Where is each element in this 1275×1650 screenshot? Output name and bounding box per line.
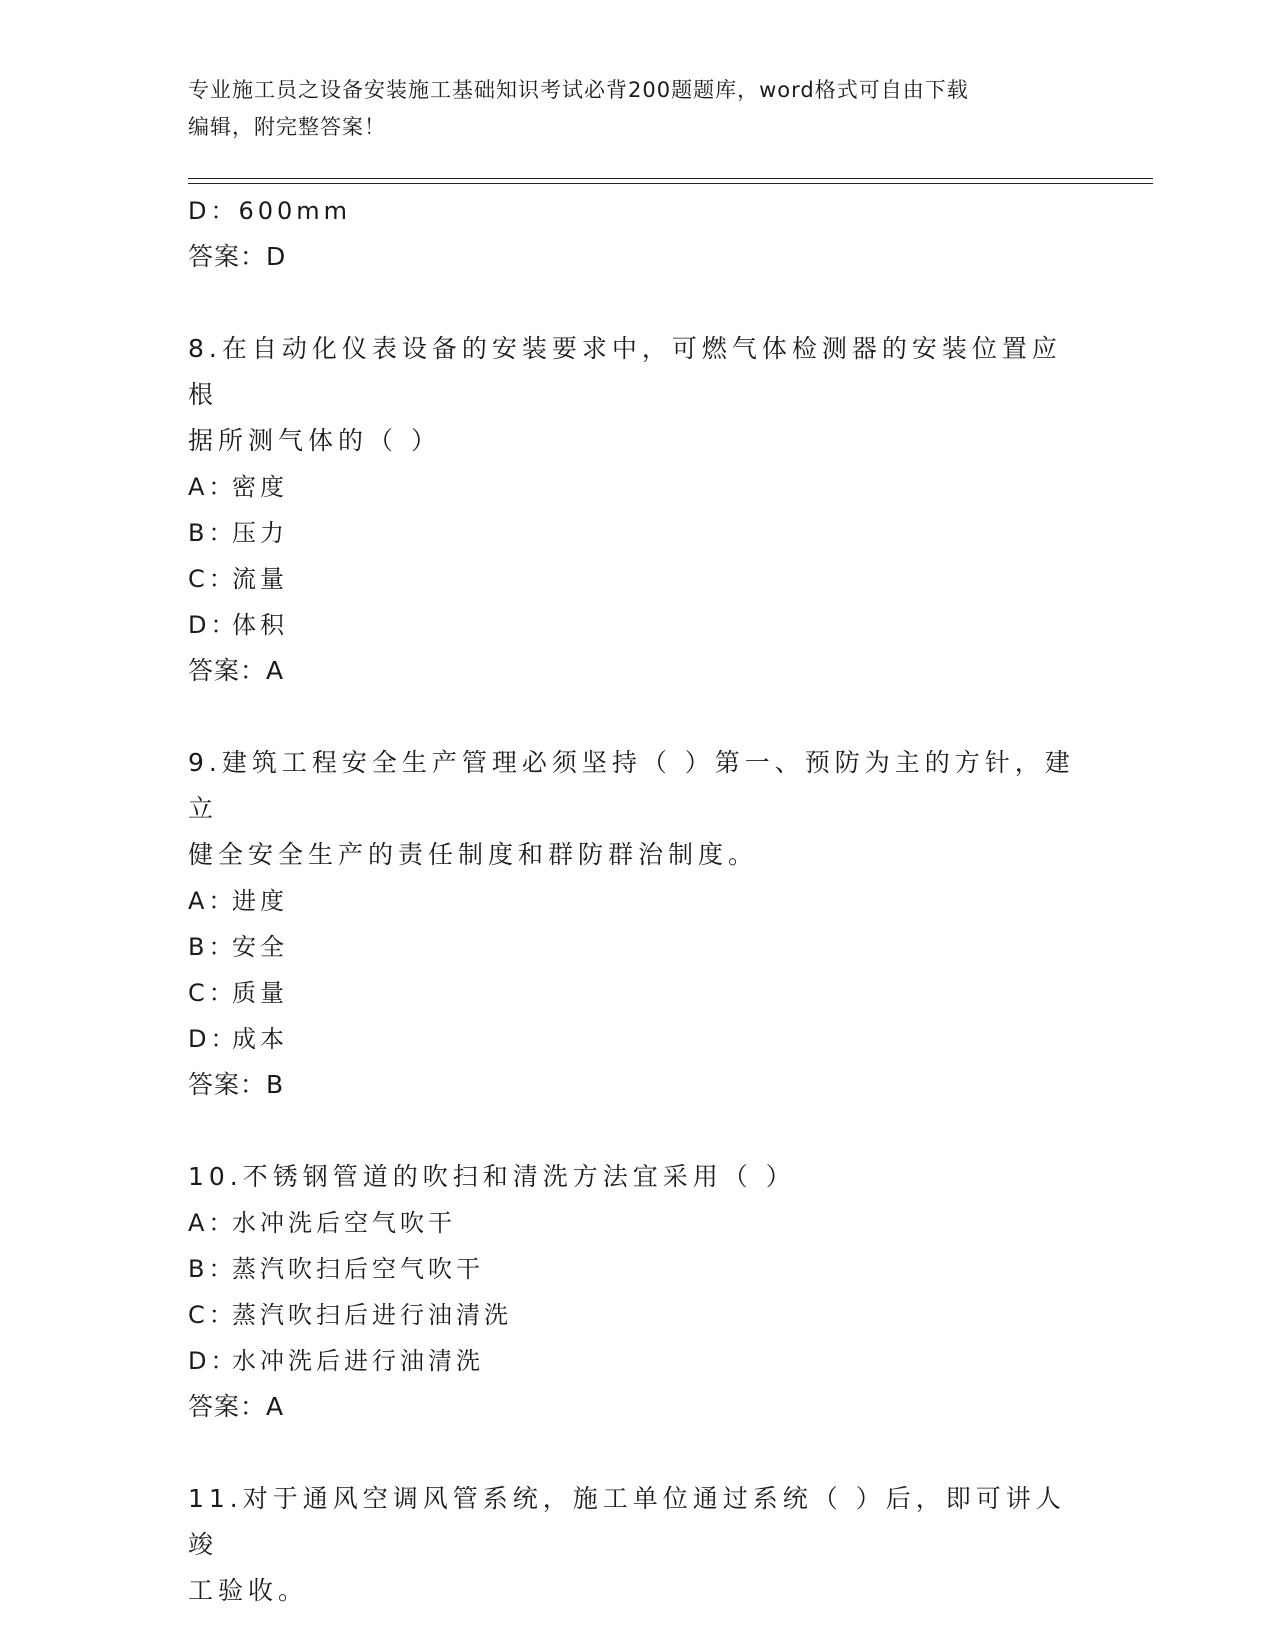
option-b xyxy=(188,510,1088,556)
option-a xyxy=(188,878,1088,924)
question-9 xyxy=(188,740,1088,1108)
option-b xyxy=(188,1246,1088,1292)
answer: 答案：A xyxy=(188,1392,285,1421)
option-d xyxy=(188,1016,1088,1062)
option-text: 进度 xyxy=(232,887,288,915)
option-c xyxy=(188,556,1088,602)
option-a xyxy=(188,1200,1088,1246)
option-key: B： xyxy=(188,1255,237,1283)
option-d xyxy=(188,1338,1088,1384)
question-11 xyxy=(188,1476,1088,1614)
question-stem: 据所测气体的（ ） xyxy=(188,426,441,455)
option-b xyxy=(188,924,1088,970)
answer: 答案：B xyxy=(188,1070,285,1099)
option-key: A： xyxy=(188,887,237,915)
header-title-line-1: 专业施工员之设备安装施工基础知识考试必背200题题库，word格式可自由下载 xyxy=(188,78,969,102)
question-stem: 工验收。 xyxy=(188,1576,309,1605)
header-divider-bottom xyxy=(188,183,1153,184)
option-text: 安全 xyxy=(232,933,288,961)
header-divider-top xyxy=(188,178,1153,179)
question-stem: 9.建筑工程安全生产管理必须坚持（ ）第一、预防为主的方针，建立 xyxy=(188,748,1075,823)
question-10 xyxy=(188,1154,1088,1430)
option-key: B： xyxy=(188,933,237,961)
option-key: C： xyxy=(188,565,237,593)
option-key: D： xyxy=(188,1347,239,1375)
option-key: C： xyxy=(188,1301,237,1329)
question-stem: 8.在自动化仪表设备的安装要求中，可燃气体检测器的安装位置应根 xyxy=(188,334,1062,409)
option-a xyxy=(188,464,1088,510)
option-text: 压力 xyxy=(232,519,288,547)
option-text: 水冲洗后空气吹干 xyxy=(232,1209,456,1237)
option-text: 密度 xyxy=(232,473,288,501)
option-text: 蒸汽吹扫后进行油清洗 xyxy=(232,1301,512,1329)
question-stem: 11.对于通风空调风管系统，施工单位通过系统（ ）后，即可讲人竣 xyxy=(188,1484,1066,1559)
option-c xyxy=(188,970,1088,1016)
option-key: C： xyxy=(188,979,237,1007)
option-key: A： xyxy=(188,1209,237,1237)
answer: 答案：A xyxy=(188,656,285,685)
header-title-line-2: 编辑，附完整答案！ xyxy=(188,115,386,139)
option-text: 流量 xyxy=(232,565,288,593)
option-d xyxy=(188,602,1088,648)
question-8 xyxy=(188,326,1088,694)
option-key: D： xyxy=(188,1025,239,1053)
document-header xyxy=(188,72,1068,146)
option-text: 成本 xyxy=(232,1025,288,1053)
option-d: D：600mm xyxy=(188,197,352,225)
option-c xyxy=(188,1292,1088,1338)
option-text: 蒸汽吹扫后空气吹干 xyxy=(232,1255,484,1283)
question-list xyxy=(188,188,1088,1614)
option-text: 体积 xyxy=(232,611,288,639)
option-key: D： xyxy=(188,611,239,639)
option-text: 质量 xyxy=(232,979,288,1007)
option-text: 水冲洗后进行油清洗 xyxy=(232,1347,484,1375)
answer: 答案：D xyxy=(188,242,287,271)
option-key: A： xyxy=(188,473,237,501)
question-stem: 10.不锈钢管道的吹扫和清洗方法宜采用（ ） xyxy=(188,1162,796,1191)
question-stem: 健全安全生产的责任制度和群防群治制度。 xyxy=(188,840,759,869)
option-key: B： xyxy=(188,519,237,547)
